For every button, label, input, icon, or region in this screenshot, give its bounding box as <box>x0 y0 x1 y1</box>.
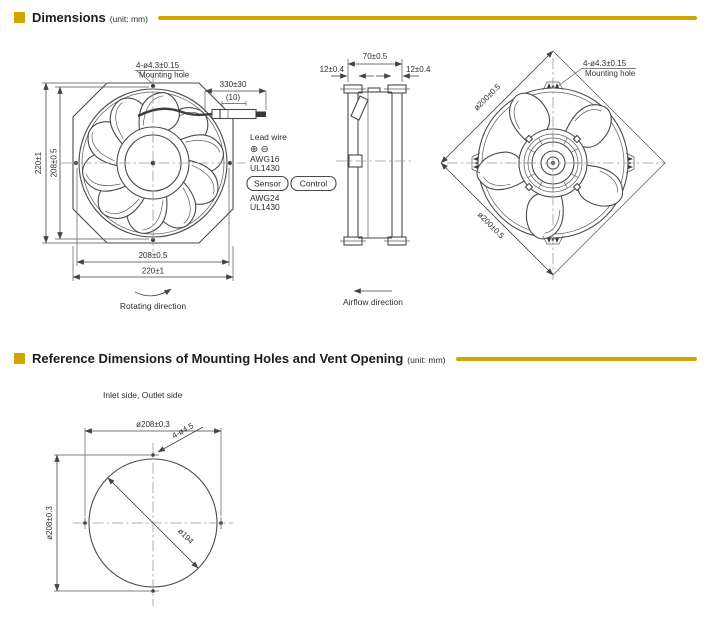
control-tag: Control <box>299 178 328 189</box>
wire1-gauge: AWG16 <box>250 154 280 164</box>
rear-view <box>441 51 666 280</box>
section-dimensions-header <box>14 11 697 24</box>
rotating-direction-label: Rotating direction <box>119 301 187 311</box>
fv-dim-outer-horizontal: 220±1 <box>141 266 165 276</box>
rv-dim-lower: ø200±0.5 <box>475 210 506 241</box>
wire2-gauge: AWG24 <box>250 193 280 203</box>
polarity-symbols: ⊕ ⊖ <box>250 144 269 155</box>
wire2-type: UL1430 <box>250 202 280 212</box>
section-bullet-icon <box>14 353 25 364</box>
rv-mounting-hole-spec: 4-ø4.3±0.15 <box>583 59 627 68</box>
section-bullet-icon <box>14 12 25 23</box>
sv-flange-right-dim: 12±0.4 <box>406 65 431 74</box>
airflow-label: Airflow direction <box>343 297 403 307</box>
section-unit: (unit: mm) <box>109 13 148 24</box>
dimensions-diagram <box>0 30 713 350</box>
section-reference-header <box>14 352 697 365</box>
section-unit: (unit: mm) <box>407 354 446 365</box>
fv-lead-tip-dim: (10) <box>225 93 241 102</box>
fv-lead-length-dim: 330±30 <box>219 80 247 89</box>
sensor-tag: Sensor <box>254 178 281 189</box>
vent-dim-horizontal: ø208±0.3 <box>136 420 170 429</box>
vent-title: Inlet side, Outlet side <box>103 390 183 400</box>
fv-dim-outer-vertical: 220±1 <box>34 151 43 175</box>
rv-dim-upper: ø200±0.5 <box>472 82 503 113</box>
vent-holes-label: 4-ø4.5 <box>170 421 196 441</box>
vent-diameter-label: ø194 <box>176 526 196 546</box>
fv-mounting-hole-label: Mounting hole <box>139 70 190 80</box>
sv-depth-dim: 70±0.5 <box>362 52 388 61</box>
rv-mounting-hole-label: Mounting hole <box>585 69 636 78</box>
connector-tip <box>256 112 266 118</box>
vent-dim-vertical: ø208±0.3 <box>45 506 54 540</box>
section-rule <box>158 16 697 20</box>
front-view <box>34 61 336 311</box>
side-view <box>320 52 431 307</box>
wire1-type: UL1430 <box>250 163 280 173</box>
fv-mounting-hole-spec: 4-ø4.3±0.15 <box>136 61 180 70</box>
section-rule <box>456 357 697 361</box>
fv-dim-holes-vertical: 208±0.5 <box>49 148 59 178</box>
vent-opening-diagram <box>0 385 713 618</box>
section-title: Reference Dimensions of Mounting Holes and Vent Opening <box>32 351 404 366</box>
rotating-direction-arrow <box>135 289 171 296</box>
section-title: Dimensions <box>32 10 106 25</box>
sv-flange-left-dim: 12±0.4 <box>319 65 344 74</box>
lead-wire-label: Lead wire <box>250 132 287 142</box>
fv-dim-holes-horizontal: 208±0.5 <box>138 251 168 260</box>
